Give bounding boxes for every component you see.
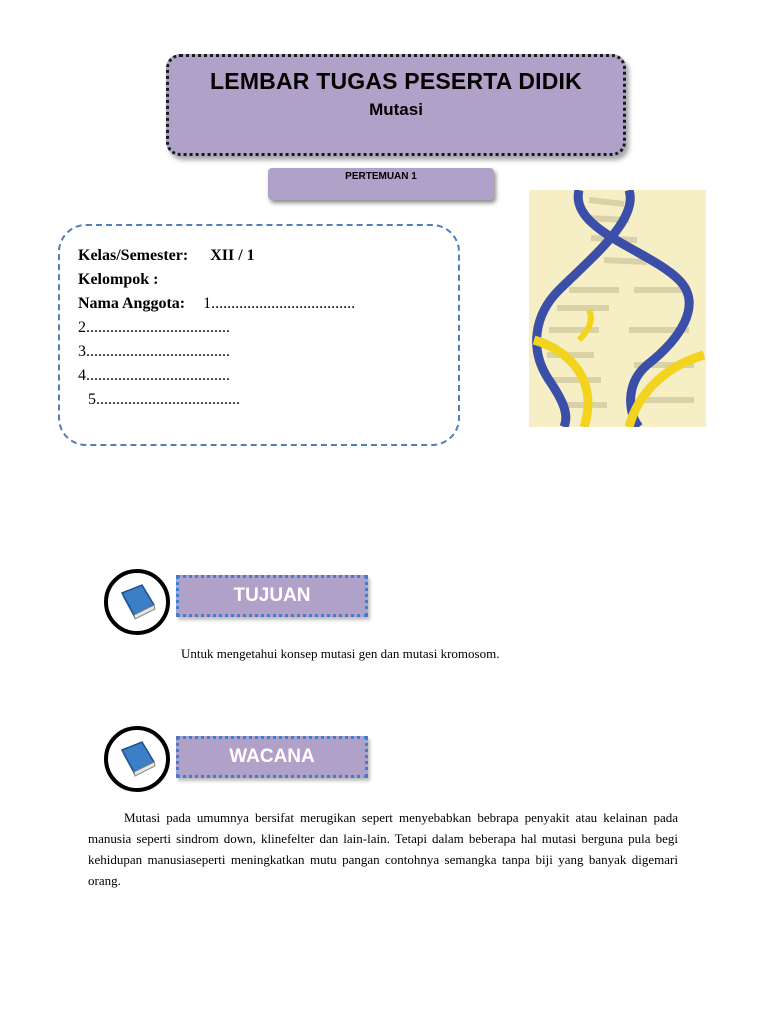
wacana-label: WACANA [176,736,368,778]
wacana-paragraph: Mutasi pada umumnya bersifat merugikan sepert menyebabkan bebrapa penyakit atau kelainan pada manusia seperti sindrom down, klinefelter dan lain-lain. Tetapi dalam beberapa hal mutasi berguna pula begi kehidupan manusiaseperti meningkatkan mutu pangan contohnya semangka tanpa biji yang banyak digemari orang. [88,810,678,888]
class-value: XII / 1 [210,247,255,264]
member-line-4: 4.................................... [78,367,230,384]
members-label: Nama Anggota: [78,295,186,312]
tujuan-book-icon [104,569,170,635]
dna-illustration [529,190,706,427]
member-line-3: 3.................................... [78,343,230,360]
dna-helix-icon [529,190,706,427]
member-line-2: 2.................................... [78,319,230,336]
document-subtitle: Mutasi [369,100,423,119]
member-line-1: 1.................................... [203,295,356,312]
document-title: LEMBAR TUGAS PESERTA DIDIK [210,68,582,94]
class-row [78,244,458,268]
tujuan-text: Untuk mengetahui konsep mutasi gen dan mutasi kromosom. [181,646,500,661]
meeting-badge: PERTEMUAN 1 [268,168,494,200]
identity-box [58,224,460,446]
class-label: Kelas/Semester: [78,247,189,264]
tujuan-label: TUJUAN [176,575,368,617]
title-box [166,54,626,156]
member-line-5: 5.................................... [88,391,240,408]
members-row [78,292,458,316]
group-label: Kelompok : [78,271,159,288]
wacana-book-icon [104,726,170,792]
